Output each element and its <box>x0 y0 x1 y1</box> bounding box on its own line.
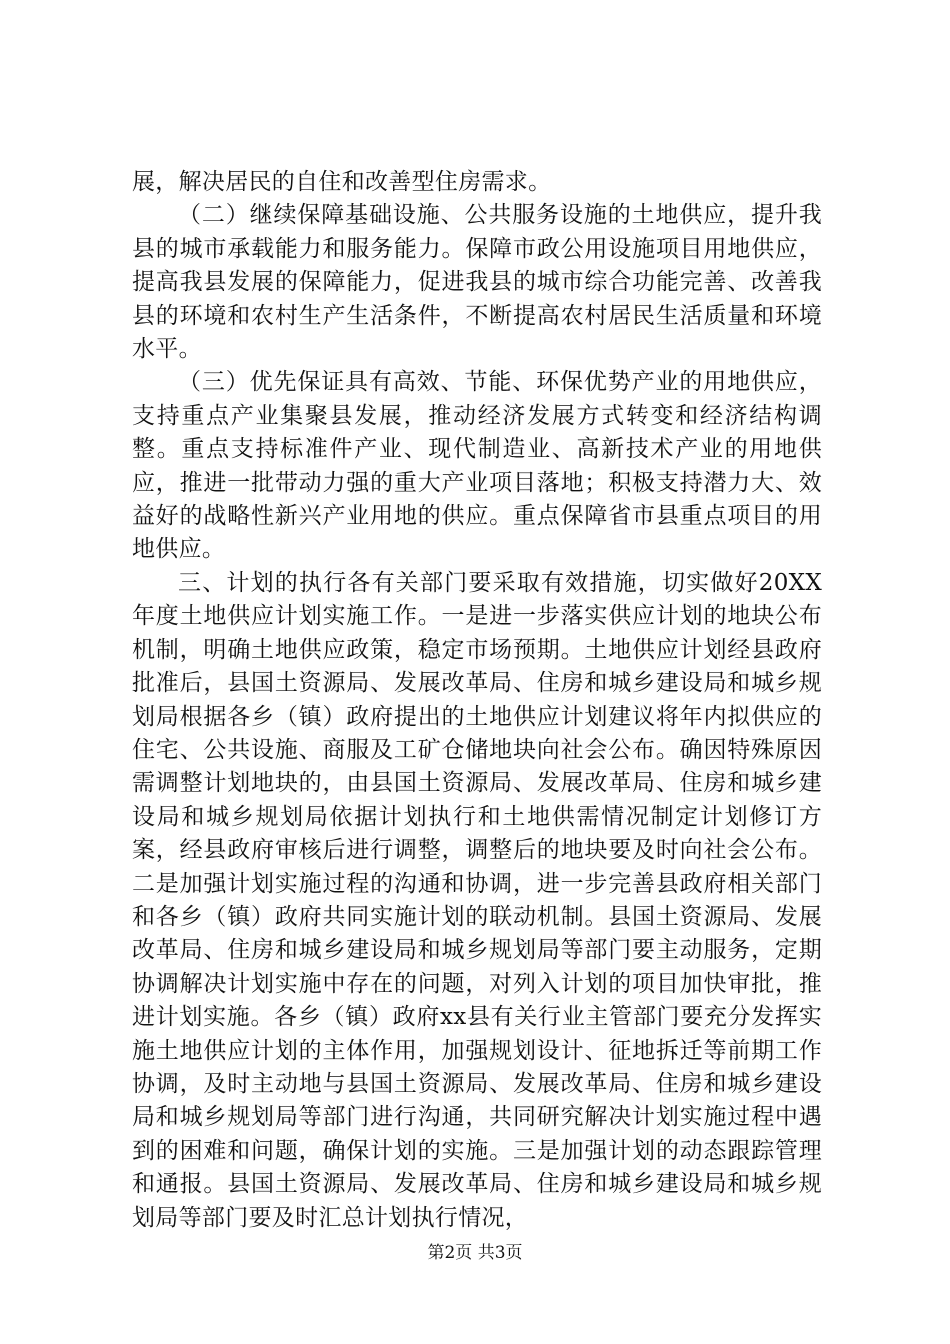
document-body <box>132 166 822 1235</box>
paragraph-2: （二）继续保障基础设施、公共服务设施的土地供应，提升我县的城市承载能力和服务能力。保障市政公用设施项目用地供应，提高我县发展的保障能力，促进我县的城市综合功能完善、改善我县的环境和农村生产生活条件，不断提高农村居民生活质量和环境水平。 <box>132 202 822 363</box>
paragraph-4: 三、计划的执行各有关部门要采取有效措施，切实做好20XX年度土地供应计划实施工作。一是进一步落实供应计划的地块公布机制，明确土地供应政策，稳定市场预期。土地供应计划经县政府批准后，县国土资源局、发展改革局、住房和城乡建设局和城乡规划局根据各乡（镇）政府提出的土地供应计划建议将年内拟供应的住宅、公共设施、商服及工矿仓储地块向社会公布。确因特殊原因需调整计划地块的，由县国土资源局、发展改革局、住房和城乡建设局和城乡规划局依据计划执行和土地供需情况制定计划修订方案，经县政府审核后进行调整，调整后的地块要及时向社会公布。二是加强计划实施过程的沟通和协调，进一步完善县政府相关部门和各乡（镇）政府共同实施计划的联动机制。县国土资源局、发展改革局、住房和城乡建设局和城乡规划局等部门要主动服务，定期协调解决计划实施中存在的问题，对列入计划的项目加快审批，推进计划实施。各乡（镇）政府xx县有关行业主管部门要充分发挥实施土地供应计划的主体作用，加强规划设计、征地拆迁等前期工作协调，及时主动地与县国土资源局、发展改革局、住房和城乡建设局和城乡规划局等部门进行沟通，共同研究解决计划实施过程中遇到的困难和问题，确保计划的实施。三是加强计划的动态跟踪管理和通报。县国土资源局、发展改革局、住房和城乡建设局和城乡规划局等部门要及时汇总计划执行情况， <box>132 569 822 1231</box>
page-footer: 第2页 共3页 <box>427 1243 523 1263</box>
paragraph-3: （三）优先保证具有高效、节能、环保优势产业的用地供应，支持重点产业集聚县发展，推动经济发展方式转变和经济结构调整。重点支持标准件产业、现代制造业、高新技术产业的用地供应，推进一批带动力强的重大产业项目落地；积极支持潜力大、效益好的战略性新兴产业用地的供应。重点保障省市县重点项目的用地供应。 <box>132 369 822 563</box>
paragraph-1: 展，解决居民的自住和改善型住房需求。 <box>132 169 552 195</box>
